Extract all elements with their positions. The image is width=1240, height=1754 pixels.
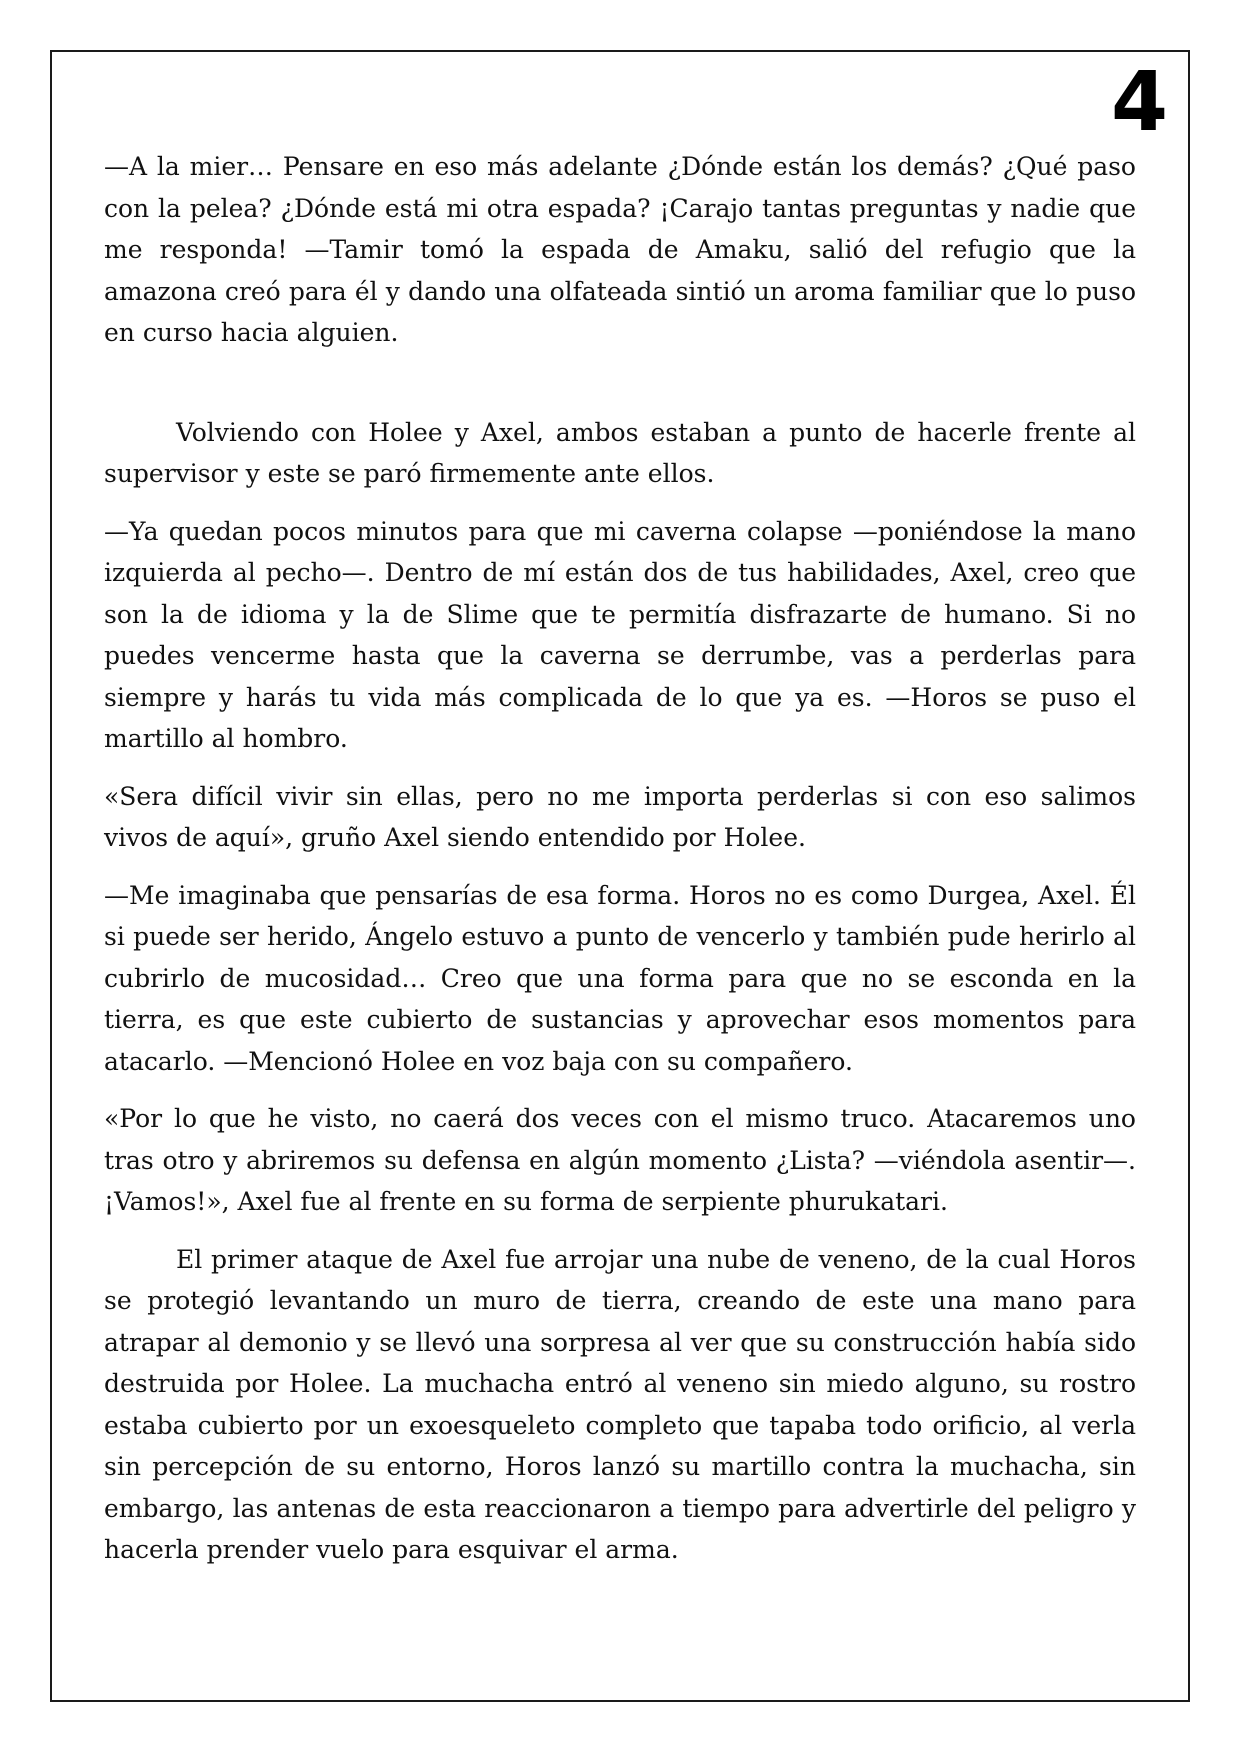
paragraph-1: —A la mier… Pensare en eso más adelante ¿Dónde están los demás? ¿Qué paso con la pelea? ¿Dónde está mi otra espada? ¡Carajo tantas preguntas y nadie que me responda! —Tamir tomó la espada de Amaku, salió del refugio que la amazona creó para él y dando una olfateada sintió un aroma familiar que lo puso en curso hacia alguien. <box>104 152 1136 347</box>
paragraph-2: Volviendo con Holee y Axel, ambos estaban a punto de hacerle frente al supervisor y este se paró firmemente ante ellos. <box>104 417 1136 488</box>
paragraph-7: El primer ataque de Axel fue arrojar una nube de veneno, de la cual Horos se protegió levantando un muro de tierra, creando de este una mano para atrapar al demonio y se llevó una sorpresa al ver que su construcción había sido destruida por Holee. La muchacha entró al veneno sin miedo alguno, su rostro estaba cubierto por un exoesqueleto completo que tapaba todo orificio, al verla sin percepción de su entorno, Horos lanzó su martillo contra la muchacha, sin embargo, las antenas de esta reaccionaron a tiempo para advertirle del peligro y hacerla prender vuelo para esquivar el arma. <box>104 1244 1136 1564</box>
page-body <box>104 146 1136 1587</box>
paragraph-6: «Por lo que he visto, no caerá dos veces con el mismo truco. Atacaremos uno tras otro y abriremos su defensa en algún momento ¿Lista? —viéndola asentir—. ¡Vamos!», Axel fue al frente en su forma de serpiente phurukatari. <box>104 1104 1136 1216</box>
paragraph-4: «Sera difícil vivir sin ellas, pero no me importa perderlas si con eso salimos vivos de aquí», gruño Axel siendo entendido por Holee. <box>104 781 1136 852</box>
paragraph-5: —Me imaginaba que pensarías de esa forma. Horos no es como Durgea, Axel. Él si puede ser herido, Ángelo estuvo a punto de vencerlo y también pude herirlo al cubrirlo de mucosidad… Creo que una forma para que no se esconda en la tierra, es que este cubierto de sustancias y aprovechar esos momentos para atacarlo. —Mencionó Holee en voz baja con su compañero. <box>104 880 1136 1076</box>
paragraph-3: —Ya quedan pocos minutos para que mi caverna colapse —poniéndose la mano izquierda al pecho—. Dentro de mí están dos de tus habilidades, Axel, creo que son la de idioma y la de Slime que te permitía disfrazarte de humano. Si no puedes vencerme hasta que la caverna se derrumbe, vas a perderlas para siempre y harás tu vida más complicada de lo que ya es. —Horos se puso el martillo al hombro. <box>104 516 1136 753</box>
page-number: 4 <box>1110 55 1168 150</box>
